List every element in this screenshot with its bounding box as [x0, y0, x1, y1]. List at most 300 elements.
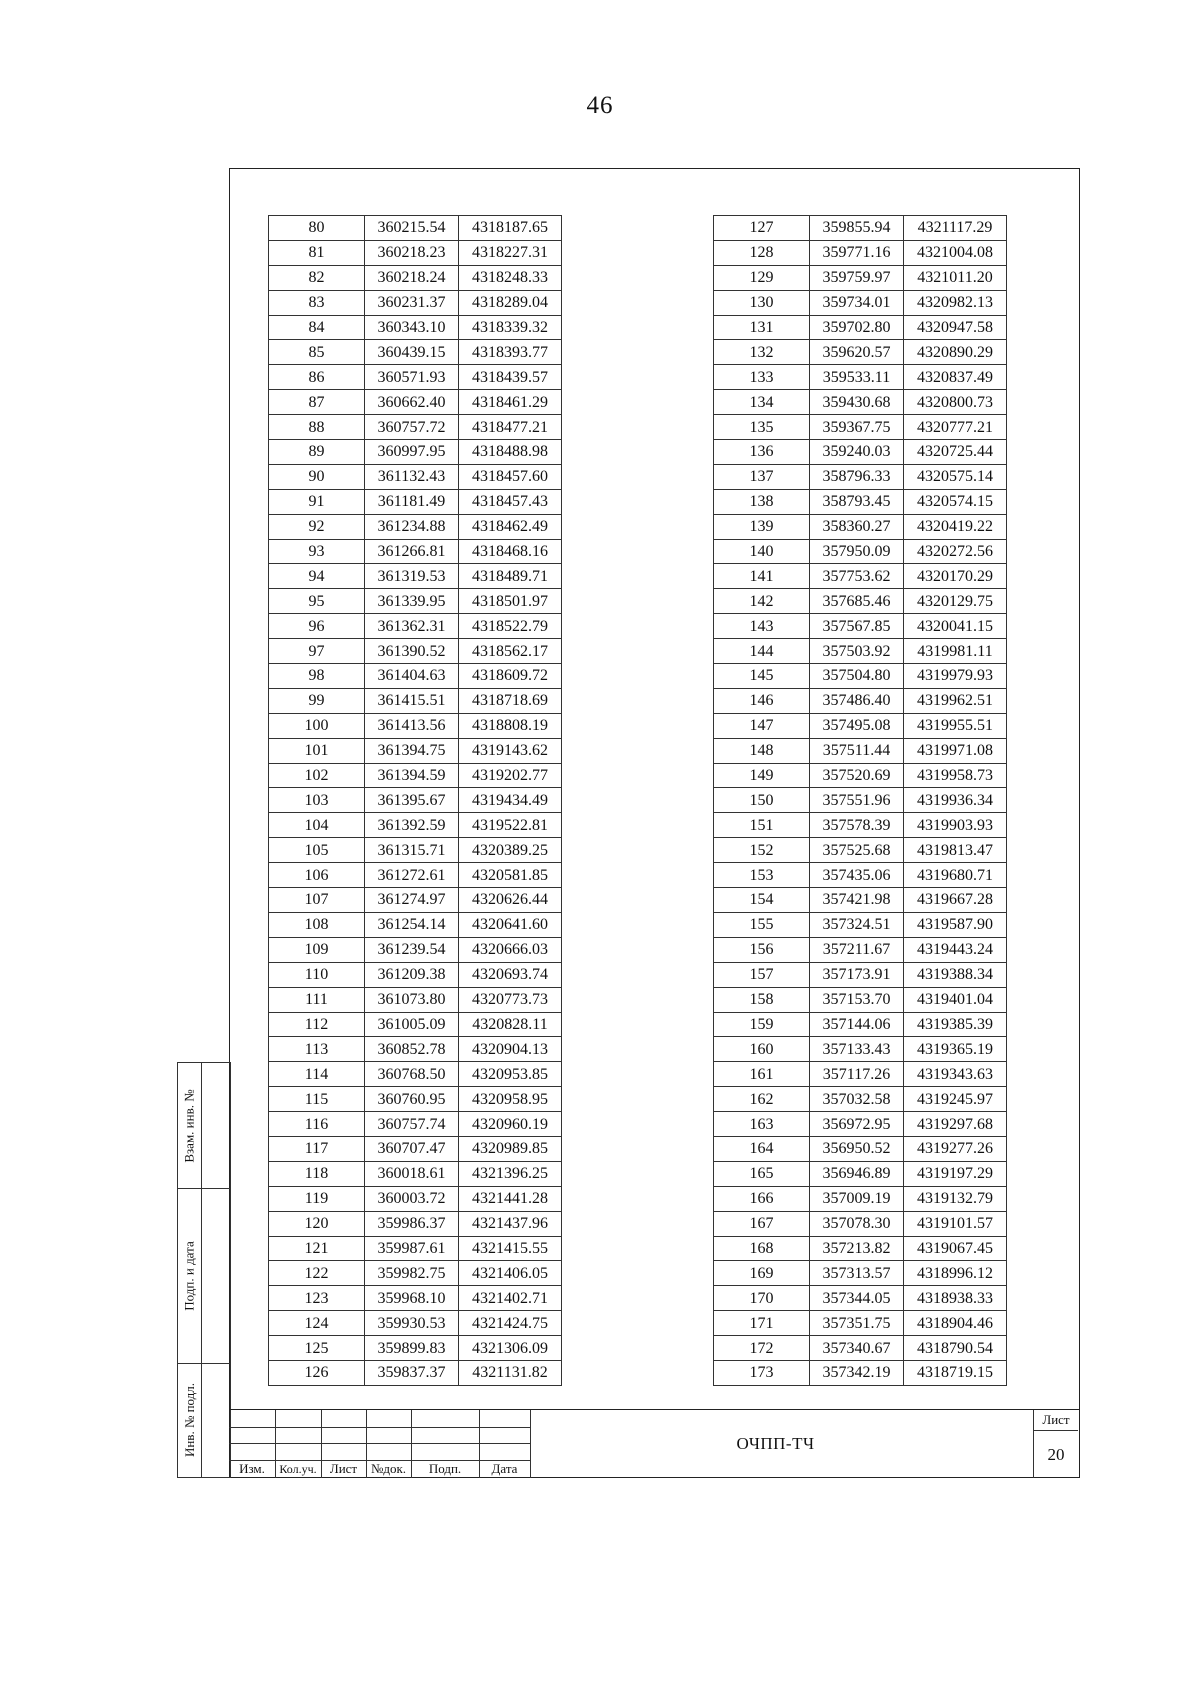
y-coordinate-cell: 4320989.85: [459, 1136, 562, 1161]
table-row: [269, 390, 562, 415]
x-coordinate-cell: 357567.85: [810, 614, 904, 639]
table-row: [269, 1087, 562, 1112]
point-number-cell: 173: [714, 1360, 810, 1385]
point-number-cell: 141: [714, 564, 810, 589]
x-coordinate-cell: 357324.51: [810, 912, 904, 937]
y-coordinate-cell: 4318339.32: [459, 315, 562, 340]
podp-data-label: Подп. и дата: [182, 1240, 198, 1311]
y-coordinate-cell: 4320725.44: [904, 440, 1007, 465]
table-row: [269, 290, 562, 315]
table-row: [269, 265, 562, 290]
y-coordinate-cell: 4320904.13: [459, 1037, 562, 1062]
y-coordinate-cell: 4321437.96: [459, 1211, 562, 1236]
table-row: [269, 863, 562, 888]
point-number-cell: 171: [714, 1311, 810, 1336]
binding-stamp: [177, 1062, 231, 1478]
x-coordinate-cell: 361413.56: [365, 713, 459, 738]
table-row: [269, 1186, 562, 1211]
point-number-cell: 137: [714, 464, 810, 489]
point-number-cell: 111: [269, 987, 365, 1012]
y-coordinate-cell: 4318790.54: [904, 1336, 1007, 1361]
table-row: [714, 937, 1007, 962]
x-coordinate-cell: 359702.80: [810, 315, 904, 340]
x-coordinate-cell: 357211.67: [810, 937, 904, 962]
table-row: [269, 763, 562, 788]
x-coordinate-cell: 359982.75: [365, 1261, 459, 1286]
point-number-cell: 169: [714, 1261, 810, 1286]
table-row: [269, 813, 562, 838]
x-coordinate-cell: 361394.59: [365, 763, 459, 788]
point-number-cell: 150: [714, 788, 810, 813]
point-number-cell: 117: [269, 1136, 365, 1161]
y-coordinate-cell: 4320129.75: [904, 589, 1007, 614]
point-number-cell: 126: [269, 1360, 365, 1385]
point-number-cell: 97: [269, 639, 365, 664]
point-number-cell: 153: [714, 863, 810, 888]
y-coordinate-cell: 4321402.71: [459, 1286, 562, 1311]
x-coordinate-cell: 357133.43: [810, 1037, 904, 1062]
coordinates-table-right: [713, 215, 1007, 1386]
x-coordinate-cell: 360760.95: [365, 1087, 459, 1112]
y-coordinate-cell: 4319132.79: [904, 1186, 1007, 1211]
point-number-cell: 98: [269, 664, 365, 689]
x-coordinate-cell: 361390.52: [365, 639, 459, 664]
point-number-cell: 135: [714, 415, 810, 440]
y-coordinate-cell: 4319680.71: [904, 863, 1007, 888]
table-row: [714, 1336, 1007, 1361]
table-row: [269, 614, 562, 639]
x-coordinate-cell: 357435.06: [810, 863, 904, 888]
x-coordinate-cell: 361005.09: [365, 1012, 459, 1037]
x-coordinate-cell: 361404.63: [365, 664, 459, 689]
x-coordinate-cell: 359930.53: [365, 1311, 459, 1336]
y-coordinate-cell: 4318904.46: [904, 1311, 1007, 1336]
y-coordinate-cell: 4319936.34: [904, 788, 1007, 813]
y-coordinate-cell: 4320958.95: [459, 1087, 562, 1112]
y-coordinate-cell: 4318289.04: [459, 290, 562, 315]
x-coordinate-cell: 361362.31: [365, 614, 459, 639]
point-number-cell: 91: [269, 489, 365, 514]
point-number-cell: 148: [714, 738, 810, 763]
point-number-cell: 112: [269, 1012, 365, 1037]
x-coordinate-cell: 357351.75: [810, 1311, 904, 1336]
point-number-cell: 80: [269, 216, 365, 241]
table-row: [269, 912, 562, 937]
x-coordinate-cell: 359734.01: [810, 290, 904, 315]
y-coordinate-cell: 4319277.26: [904, 1136, 1007, 1161]
x-coordinate-cell: 357504.80: [810, 664, 904, 689]
x-coordinate-cell: 359533.11: [810, 365, 904, 390]
point-number-cell: 82: [269, 265, 365, 290]
table-row: [269, 365, 562, 390]
x-coordinate-cell: 357344.05: [810, 1286, 904, 1311]
point-number-cell: 96: [269, 614, 365, 639]
point-number-cell: 154: [714, 888, 810, 913]
y-coordinate-cell: 4319365.19: [904, 1037, 1007, 1062]
y-coordinate-cell: 4319385.39: [904, 1012, 1007, 1037]
point-number-cell: 95: [269, 589, 365, 614]
coordinates-table-left: [268, 215, 562, 1386]
y-coordinate-cell: 4319443.24: [904, 937, 1007, 962]
x-coordinate-cell: 357551.96: [810, 788, 904, 813]
table-row: [714, 216, 1007, 241]
x-coordinate-cell: 357511.44: [810, 738, 904, 763]
y-coordinate-cell: 4321441.28: [459, 1186, 562, 1211]
point-number-cell: 90: [269, 464, 365, 489]
x-coordinate-cell: 361274.97: [365, 888, 459, 913]
table-row: [714, 1186, 1007, 1211]
table-row: [714, 265, 1007, 290]
point-number-cell: 167: [714, 1211, 810, 1236]
y-coordinate-cell: 4318462.49: [459, 514, 562, 539]
table-row: [269, 1336, 562, 1361]
table-row: [714, 713, 1007, 738]
header-list: Лист: [329, 1461, 358, 1476]
table-row: [714, 1211, 1007, 1236]
point-number-cell: 100: [269, 713, 365, 738]
table-row: [714, 1037, 1007, 1062]
x-coordinate-cell: 360218.24: [365, 265, 459, 290]
y-coordinate-cell: 4320581.85: [459, 863, 562, 888]
x-coordinate-cell: 361319.53: [365, 564, 459, 589]
table-row: [269, 888, 562, 913]
table-row: [269, 688, 562, 713]
x-coordinate-cell: 361254.14: [365, 912, 459, 937]
point-number-cell: 84: [269, 315, 365, 340]
point-number-cell: 107: [269, 888, 365, 913]
y-coordinate-cell: 4319343.63: [904, 1062, 1007, 1087]
x-coordinate-cell: 356946.89: [810, 1161, 904, 1186]
point-number-cell: 139: [714, 514, 810, 539]
point-number-cell: 134: [714, 390, 810, 415]
x-coordinate-cell: 360003.72: [365, 1186, 459, 1211]
table-row: [714, 1311, 1007, 1336]
point-number-cell: 128: [714, 240, 810, 265]
x-coordinate-cell: 359837.37: [365, 1360, 459, 1385]
table-row: [714, 738, 1007, 763]
x-coordinate-cell: 357753.62: [810, 564, 904, 589]
table-row: [269, 564, 562, 589]
point-number-cell: 124: [269, 1311, 365, 1336]
sheet-cell: [1033, 1410, 1078, 1478]
sheet-number: 20: [1047, 1445, 1065, 1464]
point-number-cell: 127: [714, 216, 810, 241]
point-number-cell: 104: [269, 813, 365, 838]
y-coordinate-cell: 4320641.60: [459, 912, 562, 937]
table-row: [269, 713, 562, 738]
x-coordinate-cell: 360997.95: [365, 440, 459, 465]
x-coordinate-cell: 361315.71: [365, 838, 459, 863]
x-coordinate-cell: 361395.67: [365, 788, 459, 813]
point-number-cell: 131: [714, 315, 810, 340]
point-number-cell: 83: [269, 290, 365, 315]
point-number-cell: 113: [269, 1037, 365, 1062]
y-coordinate-cell: 4320960.19: [459, 1112, 562, 1137]
y-coordinate-cell: 4319143.62: [459, 738, 562, 763]
table-row: [714, 1286, 1007, 1311]
point-number-cell: 136: [714, 440, 810, 465]
table-row: [714, 788, 1007, 813]
y-coordinate-cell: 4318457.43: [459, 489, 562, 514]
table-row: [269, 589, 562, 614]
x-coordinate-cell: 361266.81: [365, 539, 459, 564]
table-row: [269, 1112, 562, 1137]
table-row: [714, 688, 1007, 713]
header-izm: Изм.: [239, 1461, 265, 1476]
point-number-cell: 116: [269, 1112, 365, 1137]
x-coordinate-cell: 360852.78: [365, 1037, 459, 1062]
point-number-cell: 93: [269, 539, 365, 564]
table-row: [714, 863, 1007, 888]
table-row: [269, 539, 562, 564]
y-coordinate-cell: 4319955.51: [904, 713, 1007, 738]
point-number-cell: 86: [269, 365, 365, 390]
x-coordinate-cell: 360662.40: [365, 390, 459, 415]
x-coordinate-cell: 360757.74: [365, 1112, 459, 1137]
y-coordinate-cell: 4320170.29: [904, 564, 1007, 589]
table-row: [269, 788, 562, 813]
y-coordinate-cell: 4320953.85: [459, 1062, 562, 1087]
point-number-cell: 120: [269, 1211, 365, 1236]
point-number-cell: 89: [269, 440, 365, 465]
y-coordinate-cell: 4319401.04: [904, 987, 1007, 1012]
y-coordinate-cell: 4321415.55: [459, 1236, 562, 1261]
point-number-cell: 168: [714, 1236, 810, 1261]
table-row: [714, 1087, 1007, 1112]
x-coordinate-cell: 359986.37: [365, 1211, 459, 1236]
x-coordinate-cell: 359620.57: [810, 340, 904, 365]
y-coordinate-cell: 4319197.29: [904, 1161, 1007, 1186]
table-row: [714, 763, 1007, 788]
y-coordinate-cell: 4319101.57: [904, 1211, 1007, 1236]
x-coordinate-cell: 357117.26: [810, 1062, 904, 1087]
x-coordinate-cell: 357503.92: [810, 639, 904, 664]
point-number-cell: 157: [714, 962, 810, 987]
table-row: [269, 1286, 562, 1311]
point-number-cell: 122: [269, 1261, 365, 1286]
y-coordinate-cell: 4319813.47: [904, 838, 1007, 863]
y-coordinate-cell: 4320837.49: [904, 365, 1007, 390]
table-row: [269, 639, 562, 664]
x-coordinate-cell: 359771.16: [810, 240, 904, 265]
table-row: [714, 1112, 1007, 1137]
y-coordinate-cell: 4319979.93: [904, 664, 1007, 689]
point-number-cell: 162: [714, 1087, 810, 1112]
table-row: [269, 240, 562, 265]
title-block: [229, 1409, 1080, 1478]
y-coordinate-cell: 4321424.75: [459, 1311, 562, 1336]
y-coordinate-cell: 4319522.81: [459, 813, 562, 838]
y-coordinate-cell: 4318488.98: [459, 440, 562, 465]
table-row: [269, 489, 562, 514]
table-row: [714, 415, 1007, 440]
x-coordinate-cell: 356972.95: [810, 1112, 904, 1137]
point-number-cell: 172: [714, 1336, 810, 1361]
y-coordinate-cell: 4320777.21: [904, 415, 1007, 440]
table-row: [269, 1136, 562, 1161]
table-row: [714, 440, 1007, 465]
x-coordinate-cell: 357078.30: [810, 1211, 904, 1236]
point-number-cell: 145: [714, 664, 810, 689]
header-ndok: №док.: [370, 1461, 407, 1476]
point-number-cell: 92: [269, 514, 365, 539]
x-coordinate-cell: 358793.45: [810, 489, 904, 514]
table-row: [714, 240, 1007, 265]
y-coordinate-cell: 4320272.56: [904, 539, 1007, 564]
table-row: [714, 962, 1007, 987]
header-data: Дата: [491, 1461, 518, 1476]
point-number-cell: 102: [269, 763, 365, 788]
table-row: [269, 514, 562, 539]
table-row: [714, 539, 1007, 564]
table-row: [269, 1360, 562, 1385]
table-row: [269, 962, 562, 987]
y-coordinate-cell: 4319067.45: [904, 1236, 1007, 1261]
header-podp: Подп.: [428, 1461, 462, 1476]
x-coordinate-cell: 357032.58: [810, 1087, 904, 1112]
table-row: [269, 1161, 562, 1186]
x-coordinate-cell: 359367.75: [810, 415, 904, 440]
x-coordinate-cell: 360231.37: [365, 290, 459, 315]
header-kol-uch: Кол.уч.: [279, 1462, 317, 1476]
table-row: [269, 1311, 562, 1336]
y-coordinate-cell: 4318439.57: [459, 365, 562, 390]
point-number-cell: 151: [714, 813, 810, 838]
table-row: [714, 290, 1007, 315]
x-coordinate-cell: 357486.40: [810, 688, 904, 713]
table-row: [714, 340, 1007, 365]
x-coordinate-cell: 357520.69: [810, 763, 904, 788]
point-number-cell: 149: [714, 763, 810, 788]
point-number-cell: 163: [714, 1112, 810, 1137]
table-row: [714, 614, 1007, 639]
point-number-cell: 106: [269, 863, 365, 888]
x-coordinate-cell: 360215.54: [365, 216, 459, 241]
point-number-cell: 110: [269, 962, 365, 987]
point-number-cell: 161: [714, 1062, 810, 1087]
table-row: [714, 838, 1007, 863]
table-row: [269, 340, 562, 365]
table-row: [714, 1012, 1007, 1037]
point-number-cell: 114: [269, 1062, 365, 1087]
table-row: [269, 1012, 562, 1037]
table-row: [714, 589, 1007, 614]
y-coordinate-cell: 4321306.09: [459, 1336, 562, 1361]
table-row: [714, 365, 1007, 390]
x-coordinate-cell: 357685.46: [810, 589, 904, 614]
y-coordinate-cell: 4319388.34: [904, 962, 1007, 987]
y-coordinate-cell: 4318489.71: [459, 564, 562, 589]
table-row: [714, 1236, 1007, 1261]
point-number-cell: 142: [714, 589, 810, 614]
point-number-cell: 119: [269, 1186, 365, 1211]
y-coordinate-cell: 4320574.15: [904, 489, 1007, 514]
point-number-cell: 129: [714, 265, 810, 290]
y-coordinate-cell: 4318457.60: [459, 464, 562, 489]
x-coordinate-cell: 359968.10: [365, 1286, 459, 1311]
y-coordinate-cell: 4318522.79: [459, 614, 562, 639]
point-number-cell: 159: [714, 1012, 810, 1037]
point-number-cell: 105: [269, 838, 365, 863]
x-coordinate-cell: 361132.43: [365, 464, 459, 489]
table-row: [269, 315, 562, 340]
table-row: [714, 639, 1007, 664]
table-row: [269, 987, 562, 1012]
point-number-cell: 146: [714, 688, 810, 713]
point-number-cell: 152: [714, 838, 810, 863]
y-coordinate-cell: 4320828.11: [459, 1012, 562, 1037]
x-coordinate-cell: 358360.27: [810, 514, 904, 539]
y-coordinate-cell: 4318719.15: [904, 1360, 1007, 1385]
page-number: 46: [586, 92, 614, 119]
point-number-cell: 138: [714, 489, 810, 514]
table-row: [714, 1062, 1007, 1087]
y-coordinate-cell: 4321011.20: [904, 265, 1007, 290]
y-coordinate-cell: 4321131.82: [459, 1360, 562, 1385]
x-coordinate-cell: 357153.70: [810, 987, 904, 1012]
table-row: [714, 1261, 1007, 1286]
table-row: [269, 664, 562, 689]
table-row: [714, 464, 1007, 489]
y-coordinate-cell: 4318718.69: [459, 688, 562, 713]
y-coordinate-cell: 4319667.28: [904, 888, 1007, 913]
point-number-cell: 160: [714, 1037, 810, 1062]
point-number-cell: 130: [714, 290, 810, 315]
y-coordinate-cell: 4320890.29: [904, 340, 1007, 365]
point-number-cell: 125: [269, 1336, 365, 1361]
y-coordinate-cell: 4319981.11: [904, 639, 1007, 664]
table-row: [714, 1360, 1007, 1385]
point-number-cell: 118: [269, 1161, 365, 1186]
revision-grid: [229, 1410, 530, 1478]
y-coordinate-cell: 4319903.93: [904, 813, 1007, 838]
x-coordinate-cell: 361181.49: [365, 489, 459, 514]
x-coordinate-cell: 357173.91: [810, 962, 904, 987]
y-coordinate-cell: 4321406.05: [459, 1261, 562, 1286]
table-row: [714, 987, 1007, 1012]
point-number-cell: 103: [269, 788, 365, 813]
x-coordinate-cell: 360343.10: [365, 315, 459, 340]
point-number-cell: 94: [269, 564, 365, 589]
x-coordinate-cell: 361415.51: [365, 688, 459, 713]
y-coordinate-cell: 4318808.19: [459, 713, 562, 738]
y-coordinate-cell: 4318248.33: [459, 265, 562, 290]
table-row: [714, 1161, 1007, 1186]
y-coordinate-cell: 4319587.90: [904, 912, 1007, 937]
point-number-cell: 155: [714, 912, 810, 937]
x-coordinate-cell: 357578.39: [810, 813, 904, 838]
x-coordinate-cell: 357313.57: [810, 1261, 904, 1286]
y-coordinate-cell: 4318938.33: [904, 1286, 1007, 1311]
point-number-cell: 132: [714, 340, 810, 365]
x-coordinate-cell: 358796.33: [810, 464, 904, 489]
y-coordinate-cell: 4319971.08: [904, 738, 1007, 763]
table-row: [714, 1136, 1007, 1161]
y-coordinate-cell: 4319958.73: [904, 763, 1007, 788]
point-number-cell: 143: [714, 614, 810, 639]
point-number-cell: 140: [714, 539, 810, 564]
x-coordinate-cell: 360707.47: [365, 1136, 459, 1161]
y-coordinate-cell: 4319297.68: [904, 1112, 1007, 1137]
x-coordinate-cell: 361272.61: [365, 863, 459, 888]
y-coordinate-cell: 4320626.44: [459, 888, 562, 913]
x-coordinate-cell: 357009.19: [810, 1186, 904, 1211]
sheet-label: Лист: [1034, 1410, 1078, 1431]
table-row: [269, 1236, 562, 1261]
point-number-cell: 156: [714, 937, 810, 962]
y-coordinate-cell: 4320041.15: [904, 614, 1007, 639]
x-coordinate-cell: 356950.52: [810, 1136, 904, 1161]
